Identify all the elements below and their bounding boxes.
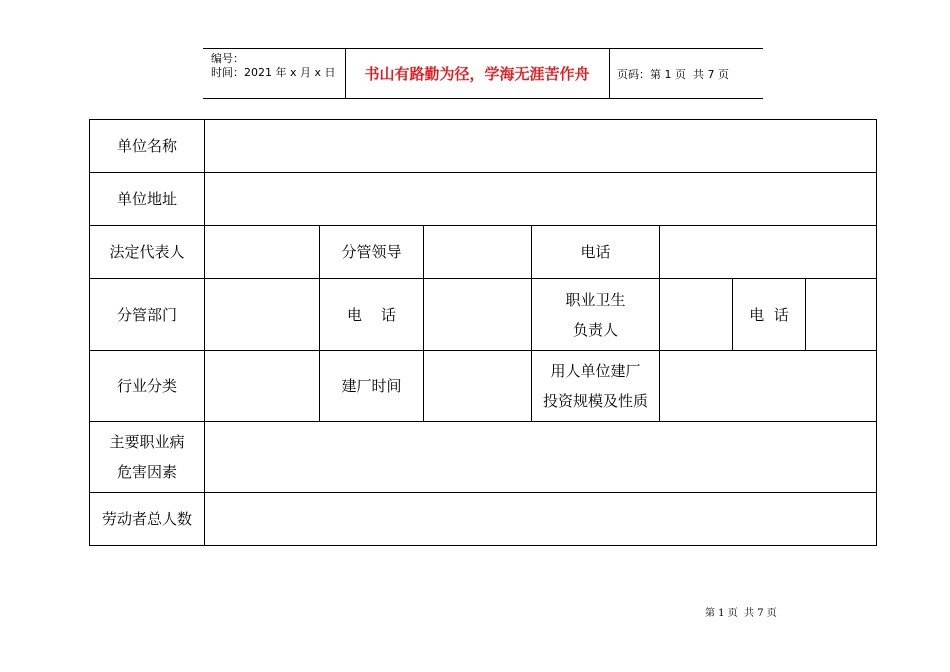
leader-label: 分管领导 [341,243,402,261]
phone-label: 电话 [580,243,611,261]
founded-field[interactable] [424,351,531,421]
investment-line2: 投资规模及性质 [542,392,648,410]
unit-name-label: 单位名称 [116,137,177,155]
leader-field[interactable] [424,226,531,278]
header-motto: 书山有路勤为径，学海无涯苦作舟 [345,49,610,98]
header-page-info: 页码：第 1 页 共 7 页 [617,67,729,81]
occupational-health-line1: 职业卫生 [565,290,626,309]
investment-label [532,351,659,421]
unit-address-field[interactable] [205,173,876,225]
header-meta [203,49,346,98]
health-head-phone-field[interactable] [806,279,876,350]
total-workers-label: 劳动者总人数 [101,510,192,528]
occupational-health-head-label [532,279,659,350]
industry-field[interactable] [205,351,319,421]
unit-name-field[interactable] [205,120,876,172]
department-phone-label: 电 话 [346,305,397,324]
hazard-factors-field[interactable] [205,422,876,492]
investment-field[interactable] [660,351,876,421]
unit-address-label: 单位地址 [116,190,177,208]
number-label: 编号： [211,52,244,65]
industry-label: 行业分类 [116,377,177,395]
hazard-line1: 主要职业病 [109,433,185,451]
investment-line1: 用人单位建厂 [550,362,641,380]
total-workers-field[interactable] [205,493,876,545]
hazard-factors-label [90,422,204,492]
occupational-health-head-field[interactable] [660,279,732,350]
time-label: 时间：2021 年 x 月 x 日 [211,66,336,79]
occupational-health-line2: 负责人 [572,320,618,339]
document-header [203,48,763,99]
founded-label: 建厂时间 [341,377,402,395]
legal-representative-field[interactable] [205,226,319,278]
hazard-line2: 危害因素 [116,463,177,481]
legal-representative-label: 法定代表人 [109,243,185,261]
department-field[interactable] [205,279,319,350]
department-label: 分管部门 [116,305,177,324]
department-phone-field[interactable] [424,279,531,350]
registration-form-table [89,119,877,546]
phone-field[interactable] [660,226,876,278]
page-footer: 第 1 页 共 7 页 [705,608,777,619]
health-head-phone-label: 电 话 [749,305,789,324]
